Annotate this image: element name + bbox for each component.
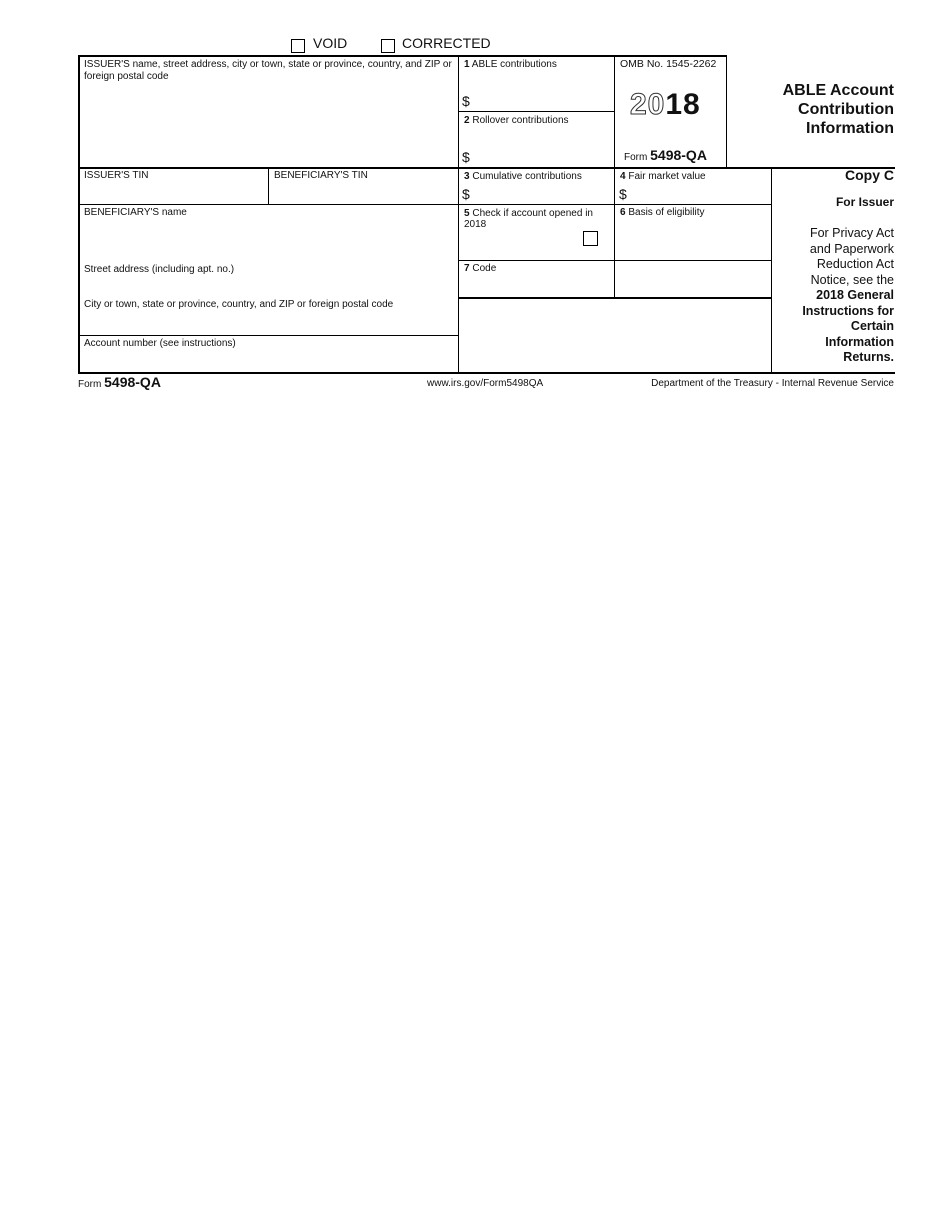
issuer-name-label: ISSUER'S name, street address, city or town, state or province, country, and ZIP or foreign postal code: [84, 59, 452, 82]
box5-label: 5 Check if account opened in 2018: [464, 208, 593, 230]
form-id-top: Form 5498-QA: [624, 147, 707, 163]
omb-number: OMB No. 1545-2262: [620, 58, 717, 70]
issuer-name-field[interactable]: [80, 85, 456, 165]
box4-currency: $: [619, 186, 627, 202]
account-number-field[interactable]: [80, 351, 456, 370]
box3-label: 3 Cumulative contributions: [464, 171, 582, 182]
footer-url: www.irs.gov/Form5498QA: [427, 378, 544, 389]
beneficiary-name-label: BENEFICIARY'S name: [84, 207, 187, 218]
footer-form-id: Form 5498-QA: [78, 374, 161, 390]
box1-amount-field[interactable]: [476, 90, 610, 109]
void-checkbox[interactable]: [291, 39, 305, 53]
tax-year: 2018: [630, 88, 701, 121]
footer-department: Department of the Treasury - Internal Revenue Service: [651, 378, 894, 389]
box4-amount-field[interactable]: [632, 185, 768, 203]
street-address-field[interactable]: [80, 278, 456, 296]
box1-currency: $: [462, 93, 470, 109]
box7-label: 7 Code: [464, 263, 497, 274]
beneficiary-name-field[interactable]: [80, 221, 456, 259]
issuer-tin-label: ISSUER'S TIN: [84, 170, 149, 181]
city-label: City or town, state or province, country, and ZIP or foreign postal code: [84, 299, 394, 310]
box7-field[interactable]: [460, 276, 612, 296]
box7-code-field[interactable]: [616, 262, 768, 296]
beneficiary-tin-label: BENEFICIARY'S TIN: [274, 170, 368, 181]
form-title: ABLE Account Contribution Information: [782, 82, 894, 137]
corrected-label: CORRECTED: [402, 35, 491, 51]
box3-amount-field[interactable]: [476, 185, 610, 203]
issuer-tin-field[interactable]: [80, 183, 266, 202]
box6-field[interactable]: [616, 221, 768, 259]
street-address-label: Street address (including apt. no.): [84, 264, 235, 275]
beneficiary-tin-field[interactable]: [270, 183, 456, 202]
box2-currency: $: [462, 149, 470, 165]
corrected-checkbox[interactable]: [381, 39, 395, 53]
privacy-notice: For Privacy Act and Paperwork Reduction Act Notice, see the 2018 General Instructions for Certain Information Returns.: [802, 226, 894, 364]
box3-currency: $: [462, 186, 470, 202]
void-label: VOID: [313, 35, 348, 51]
box2-label: 2 Rollover contributions: [464, 115, 569, 126]
account-number-label: Account number (see instructions): [84, 338, 236, 349]
copy-name: Copy C: [845, 167, 894, 183]
copy-for: For Issuer: [835, 195, 894, 209]
box5-checkbox[interactable]: [583, 231, 598, 246]
city-field[interactable]: [80, 313, 456, 333]
box4-label: 4 Fair market value: [620, 171, 706, 182]
box6-label: 6 Basis of eligibility: [620, 207, 705, 218]
box2-amount-field[interactable]: [476, 146, 610, 165]
box1-label: 1 ABLE contributions: [464, 59, 557, 70]
